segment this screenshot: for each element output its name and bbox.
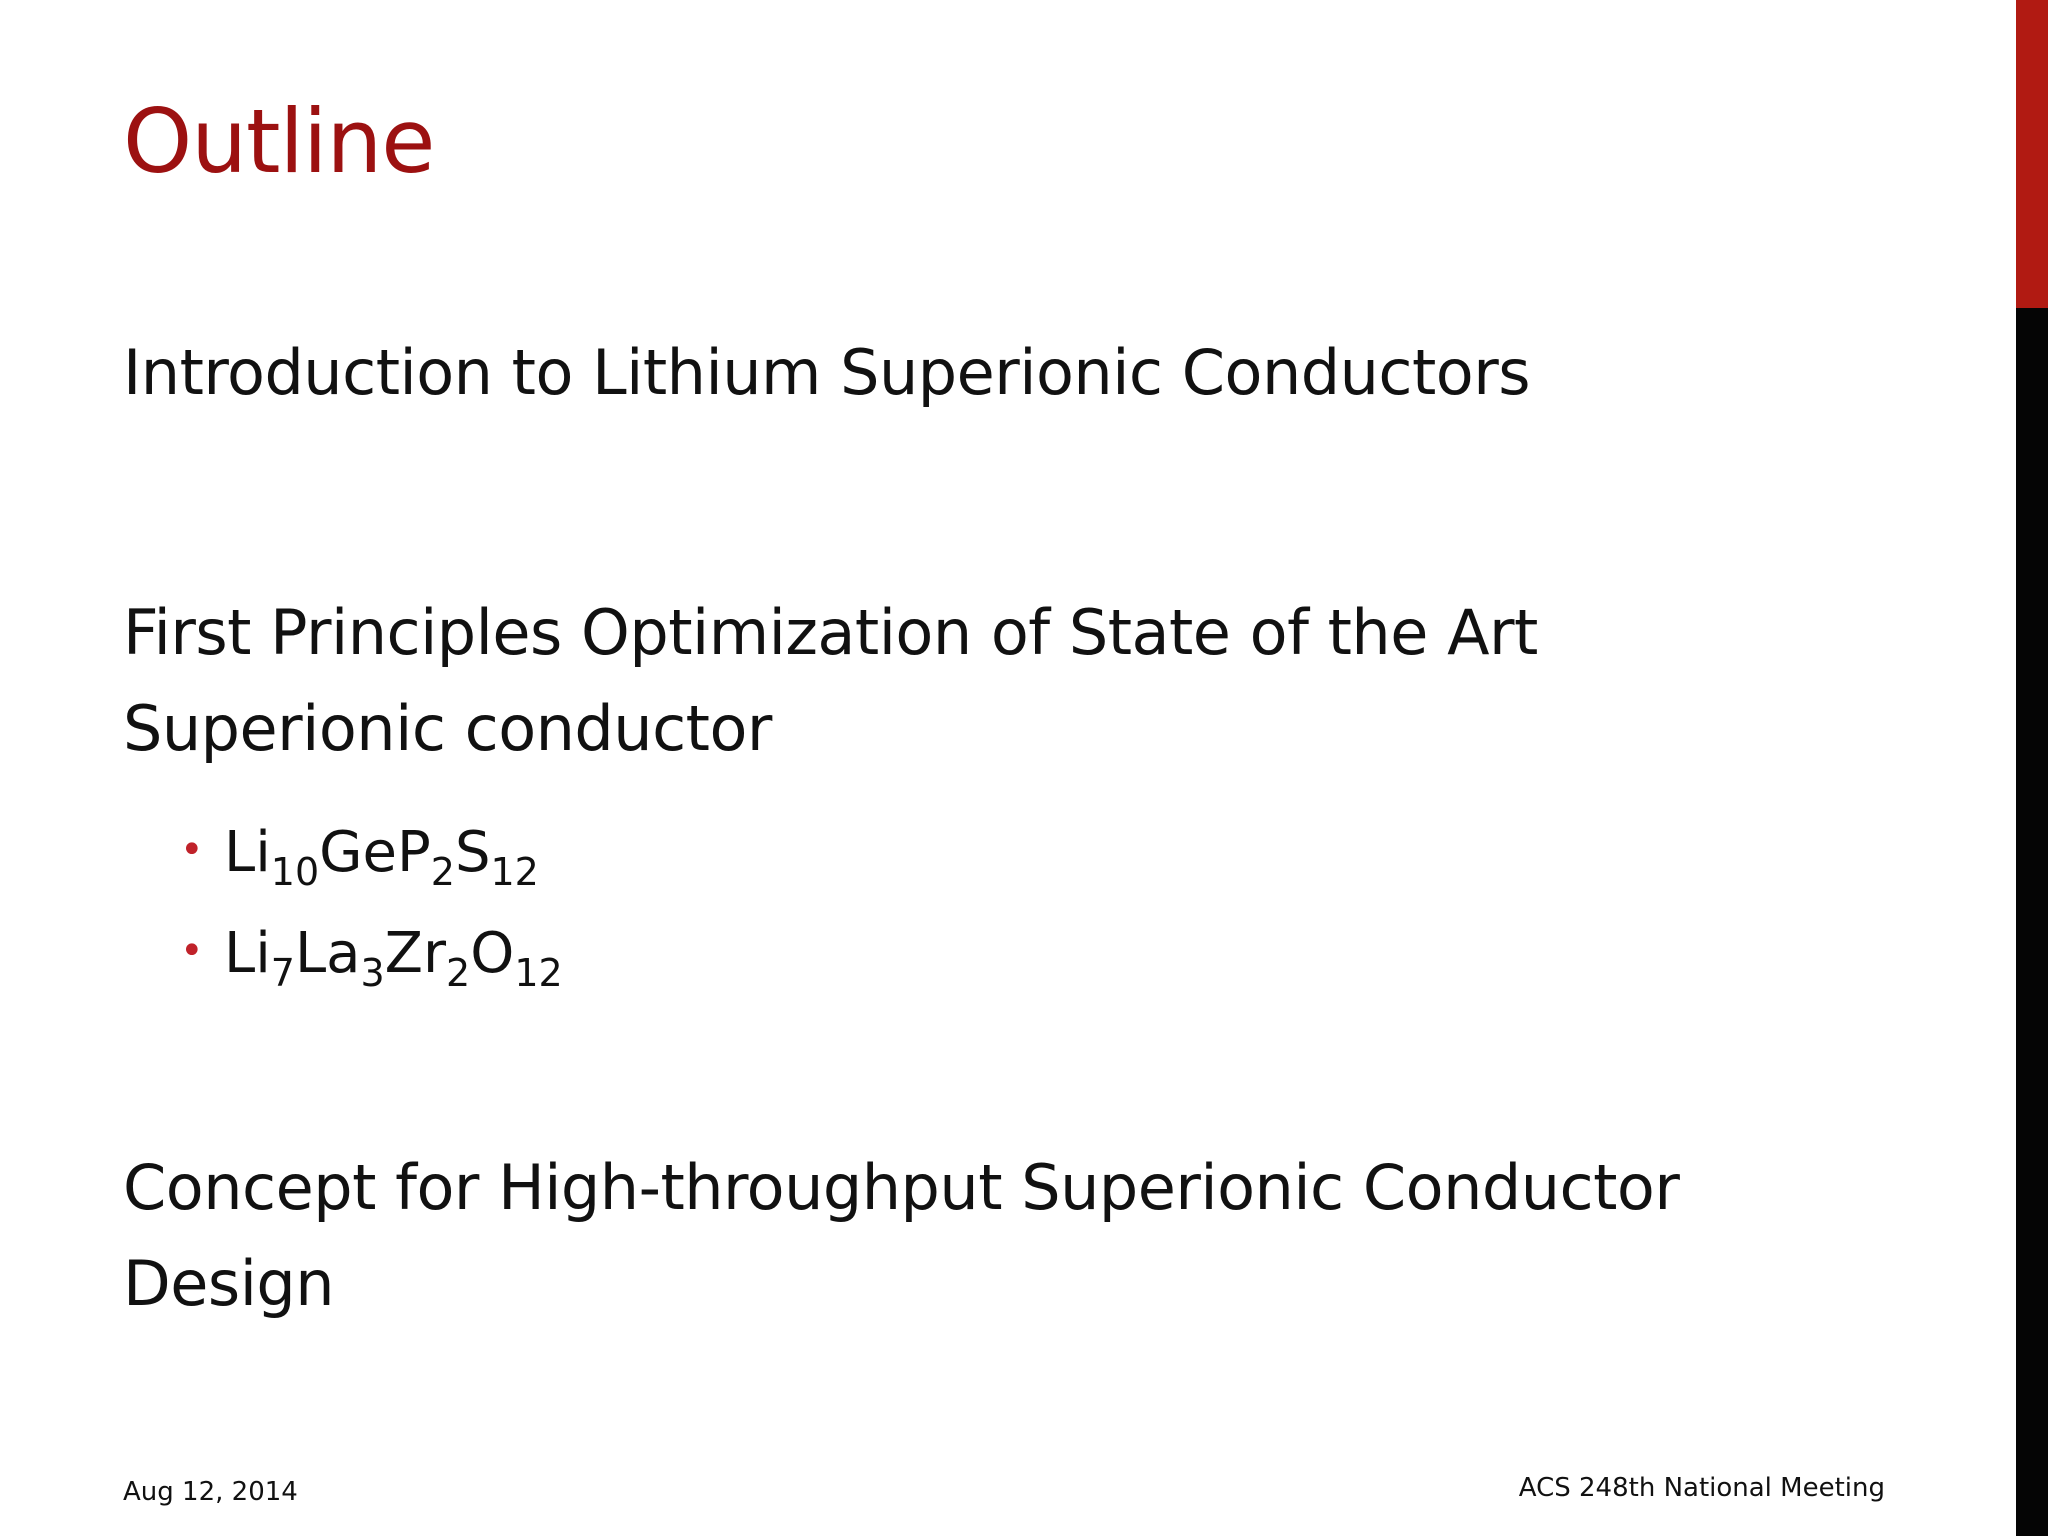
chemical-formula xyxy=(224,906,563,1002)
element-symbol: S xyxy=(454,820,491,885)
element-symbol: Li xyxy=(224,921,271,986)
formula-list xyxy=(180,805,563,1007)
outline-item-line: Concept for High-throughput Superionic Conductor xyxy=(123,1151,1680,1224)
outline-item-line: Design xyxy=(123,1247,335,1320)
subscript: 2 xyxy=(446,951,471,995)
accent-bar-red xyxy=(2016,0,2048,308)
footer-date: Aug 12, 2014 xyxy=(123,1477,298,1507)
element-symbol: Li xyxy=(224,820,271,885)
element-symbol: O xyxy=(470,921,515,986)
chemical-formula xyxy=(224,805,539,901)
outline-item-line: Superionic conductor xyxy=(123,692,772,765)
formula-item-lgps xyxy=(180,805,563,906)
bullet-icon: • xyxy=(180,928,204,974)
outline-item-first-principles xyxy=(123,585,1538,777)
outline-item-high-throughput xyxy=(123,1140,1679,1332)
accent-bar-black xyxy=(2016,308,2048,1536)
subscript: 10 xyxy=(270,850,320,894)
outline-item-introduction xyxy=(123,325,1530,421)
outline-item-text: Introduction to Lithium Superionic Conductors xyxy=(123,336,1531,409)
subscript: 3 xyxy=(360,951,385,995)
outline-item-line: First Principles Optimization of State of the Art xyxy=(123,596,1538,669)
footer-event: ACS 248th National Meeting xyxy=(1518,1473,1885,1503)
subscript: 12 xyxy=(514,951,563,995)
subscript: 7 xyxy=(270,951,295,995)
bullet-icon: • xyxy=(180,827,204,873)
subscript: 2 xyxy=(430,850,455,894)
formula-item-llzo xyxy=(180,906,563,1007)
element-symbol: La xyxy=(294,921,361,986)
element-symbol: GeP xyxy=(319,820,431,885)
element-symbol: Zr xyxy=(384,921,447,986)
slide-title: Outline xyxy=(123,90,435,193)
subscript: 12 xyxy=(490,850,539,894)
